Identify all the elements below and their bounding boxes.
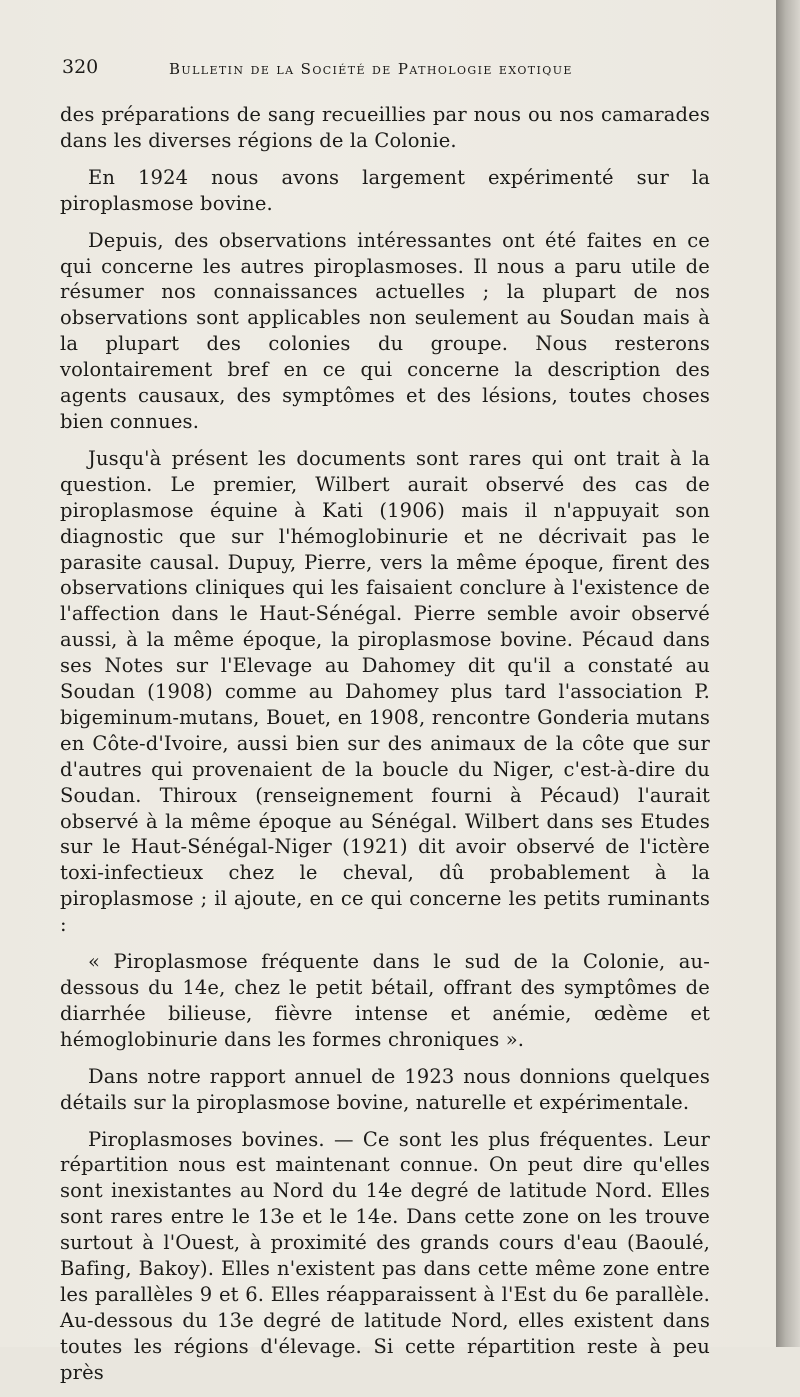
quotation-paragraph: « Piroplasmose fréquente dans le sud de la Colonie, au-dessous du 14e, chez le petit bétail, offrant des symptômes de diarrhée bilieuse, fièvre intense et anémie, œdème et hémoglobinurie dans les formes chroniques ». [60, 950, 710, 1051]
page-number: 320 [62, 56, 99, 78]
running-head: Bulletin de la Société de Pathologie exotique [169, 60, 573, 78]
paragraph: Piroplasmoses bovines. — Ce sont les plus fréquentes. Leur répartition nous est maintenant connue. On peut dire qu'elles sont inexistantes au Nord du 14e degré de latitude Nord. Elles sont rares entre le 13e et le 14e. Dans cette zone on les trouve surtout à l'Ouest, à proximité des grands cours d'eau (Baoulé, Bafing, Bakoy). Elles n'existent pas dans cette même zone entre les parallèles 9 et 6. Elles réapparaissent à l'Est du 6e parallèle. Au-dessous du 13e degré de latitude Nord, elles existent dans toutes les régions d'élevage. Si cette répartition reste à peu près [60, 1127, 710, 1384]
paragraph: des préparations de sang recueillies par nous ou nos camarades dans les diverses régions de la Colonie. [60, 103, 710, 152]
paragraph: Dans notre rapport annuel de 1923 nous donnions quelques détails sur la piroplasmose bovine, naturelle et expérimentale. [60, 1064, 710, 1114]
page-edge-shadow [776, 0, 800, 1347]
paragraph: En 1924 nous avons largement expérimenté sur la piroplasmose bovine. [60, 165, 710, 215]
paragraph: Depuis, des observations intéressantes ont été faites en ce qui concerne les autres piroplasmoses. Il nous a paru utile de résumer nos connaissances actuelles ; la plupart de nos observations sont applicables non seulement au Soudan mais à la plupart des colonies du groupe. Nous resterons volontairement bref en ce qui concerne la description des agents causaux, des symptômes et des lésions, toutes choses bien connues. [60, 228, 710, 433]
paragraph: Jusqu'à présent les documents sont rares qui ont trait à la question. Le premier, Wilbert aurait observé des cas de piroplasmose équine à Kati (1906) mais il n'appuyait son diagnostic que sur l'hémoglobinurie et ne décrivait pas le parasite causal. Dupuy, Pierre, vers la même époque, firent des observations cliniques qui les faisaient conclure à l'existence de l'affection dans le Haut-Sénégal. Pierre semble avoir observé aussi, à la même époque, la piroplasmose bovine. Pécaud dans ses Notes sur l'Elevage au Dahomey dit qu'il a constaté au Soudan (1908) comme au Dahomey plus tard l'association P. bigeminum-mutans, Bouet, en 1908, rencontre Gonderia mutans en Côte-d'Ivoire, aussi bien sur des animaux de la côte que sur d'autres qui provenaient de la boucle du Niger, c'est-à-dire du Soudan. Thiroux (renseignement fourni à Pécaud) l'aurait observé à la même époque au Sénégal. Wilbert dans ses Etudes sur le Haut-Sénégal-Niger (1921) dit avoir observé de l'ictère toxi-infectieux chez le cheval, dû probablement à la piroplasmose ; il ajoute, en ce qui concerne les petits ruminants : [60, 446, 710, 937]
page-header [62, 56, 712, 86]
body-text [60, 102, 710, 1397]
